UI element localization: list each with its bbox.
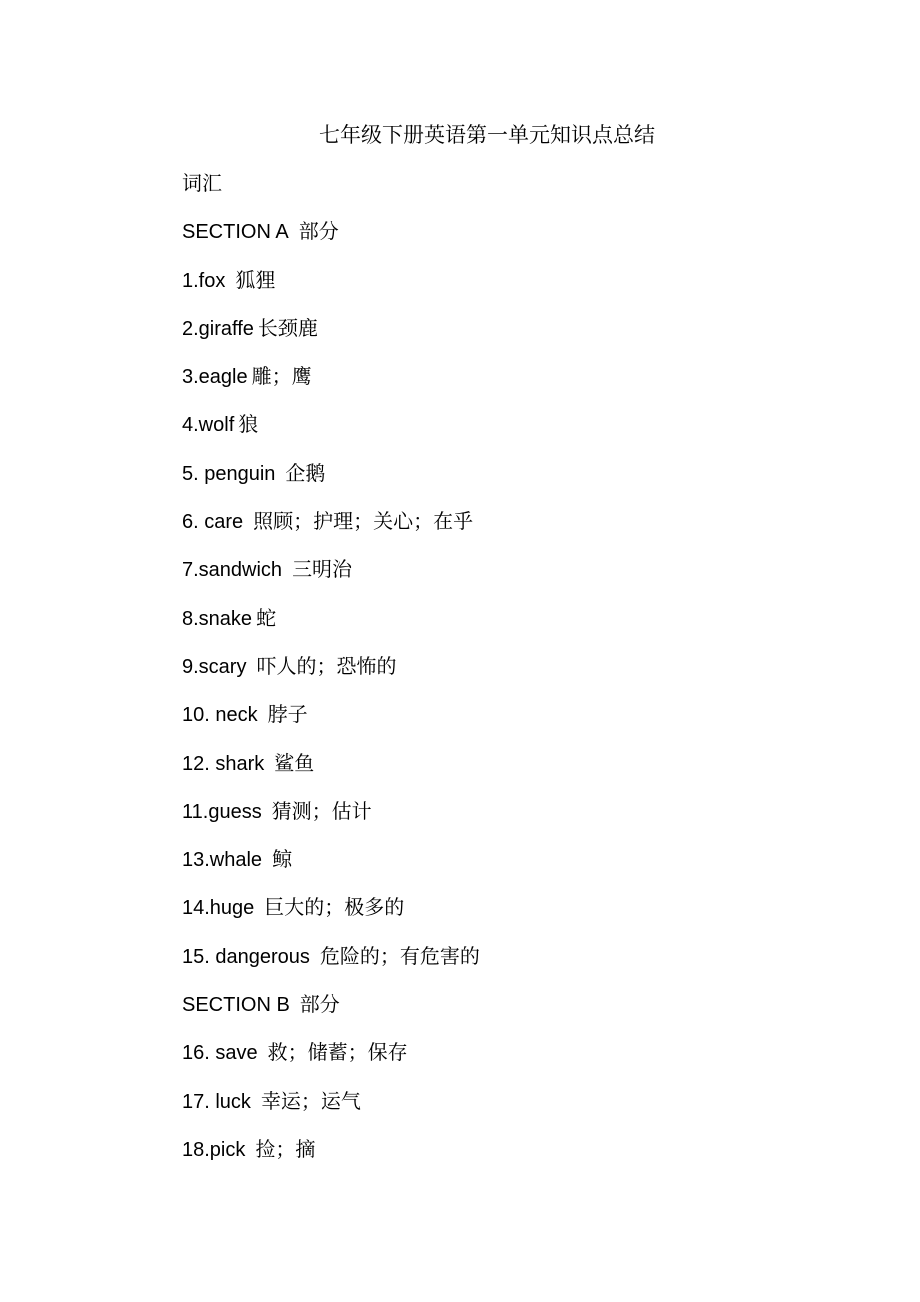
line-term: 14.huge xyxy=(182,897,255,920)
line-meaning: 吓人的；恐怖的 xyxy=(256,653,397,678)
line-meaning: 鲸 xyxy=(272,847,293,872)
vocab-item xyxy=(182,1035,882,1083)
line-meaning: 危险的；有危害的 xyxy=(319,943,480,968)
line-term: SECTION B xyxy=(182,994,290,1017)
vocab-item xyxy=(182,552,882,600)
line-meaning: 照顾；护理；关心；在乎 xyxy=(253,509,474,534)
vocab-item xyxy=(182,842,882,890)
vocab-item xyxy=(182,601,882,649)
line-meaning: 脖子 xyxy=(267,702,308,727)
line-term: 1.fox xyxy=(182,269,226,292)
vocab-item xyxy=(182,697,882,745)
line-term: 2.giraffe xyxy=(182,317,254,340)
vocab-item xyxy=(182,359,882,407)
vocab-item xyxy=(182,1084,882,1132)
line-meaning: 救；储蓄；保存 xyxy=(267,1040,408,1065)
line-term: 15. dangerous xyxy=(182,945,310,968)
line-meaning: 鲨鱼 xyxy=(274,750,315,775)
line-meaning: 雕；鹰 xyxy=(251,364,312,389)
vocab-item xyxy=(182,794,882,842)
section-heading-b xyxy=(182,987,882,1035)
vocab-item xyxy=(182,456,882,504)
vocab-item xyxy=(182,504,882,552)
line-meaning: 猜测；估计 xyxy=(271,798,372,823)
line-meaning: 三明治 xyxy=(292,557,353,582)
line-meaning: 狐狸 xyxy=(235,267,276,292)
vocab-item xyxy=(182,939,882,987)
line-term: 5. penguin xyxy=(182,462,276,485)
line-meaning: 部分 xyxy=(299,992,340,1017)
vocab-item xyxy=(182,263,882,311)
line-meaning: 长颈鹿 xyxy=(257,315,318,340)
line-term: 词汇 xyxy=(182,173,222,195)
vocab-item xyxy=(182,407,882,455)
line-term: 4.wolf xyxy=(182,414,235,437)
line-meaning: 幸运；运气 xyxy=(260,1088,361,1113)
line-meaning: 部分 xyxy=(298,219,339,244)
document-title: 七年级下册英语第一单元知识点总结 xyxy=(319,123,655,147)
line-term: 3.eagle xyxy=(182,366,248,389)
vocab-item xyxy=(182,649,882,697)
line-term: 12. shark xyxy=(182,752,265,775)
line-term: 6. care xyxy=(182,511,244,534)
section-heading-vocabulary xyxy=(182,166,882,214)
line-term: 7.sandwich xyxy=(182,559,283,582)
line-term: SECTION A xyxy=(182,221,289,244)
line-term: 13.whale xyxy=(182,849,263,872)
vocabulary-list xyxy=(182,166,882,1180)
line-term: 11.guess xyxy=(182,800,262,823)
line-term: 17. luck xyxy=(182,1090,251,1113)
line-meaning: 捡；摘 xyxy=(255,1136,316,1161)
vocab-item xyxy=(182,890,882,938)
line-term: 16. save xyxy=(182,1042,258,1065)
vocab-item xyxy=(182,311,882,359)
line-meaning: 巨大的；极多的 xyxy=(264,895,405,920)
vocab-item xyxy=(182,1132,882,1180)
line-meaning: 企鹅 xyxy=(285,460,326,485)
line-term: 8.snake xyxy=(182,607,253,630)
line-term: 18.pick xyxy=(182,1138,246,1161)
vocab-item xyxy=(182,746,882,794)
line-term: 9.scary xyxy=(182,655,247,678)
line-meaning: 狼 xyxy=(238,412,259,437)
line-term: 10. neck xyxy=(182,704,258,727)
section-heading-a xyxy=(182,214,882,262)
line-meaning: 蛇 xyxy=(256,605,277,630)
